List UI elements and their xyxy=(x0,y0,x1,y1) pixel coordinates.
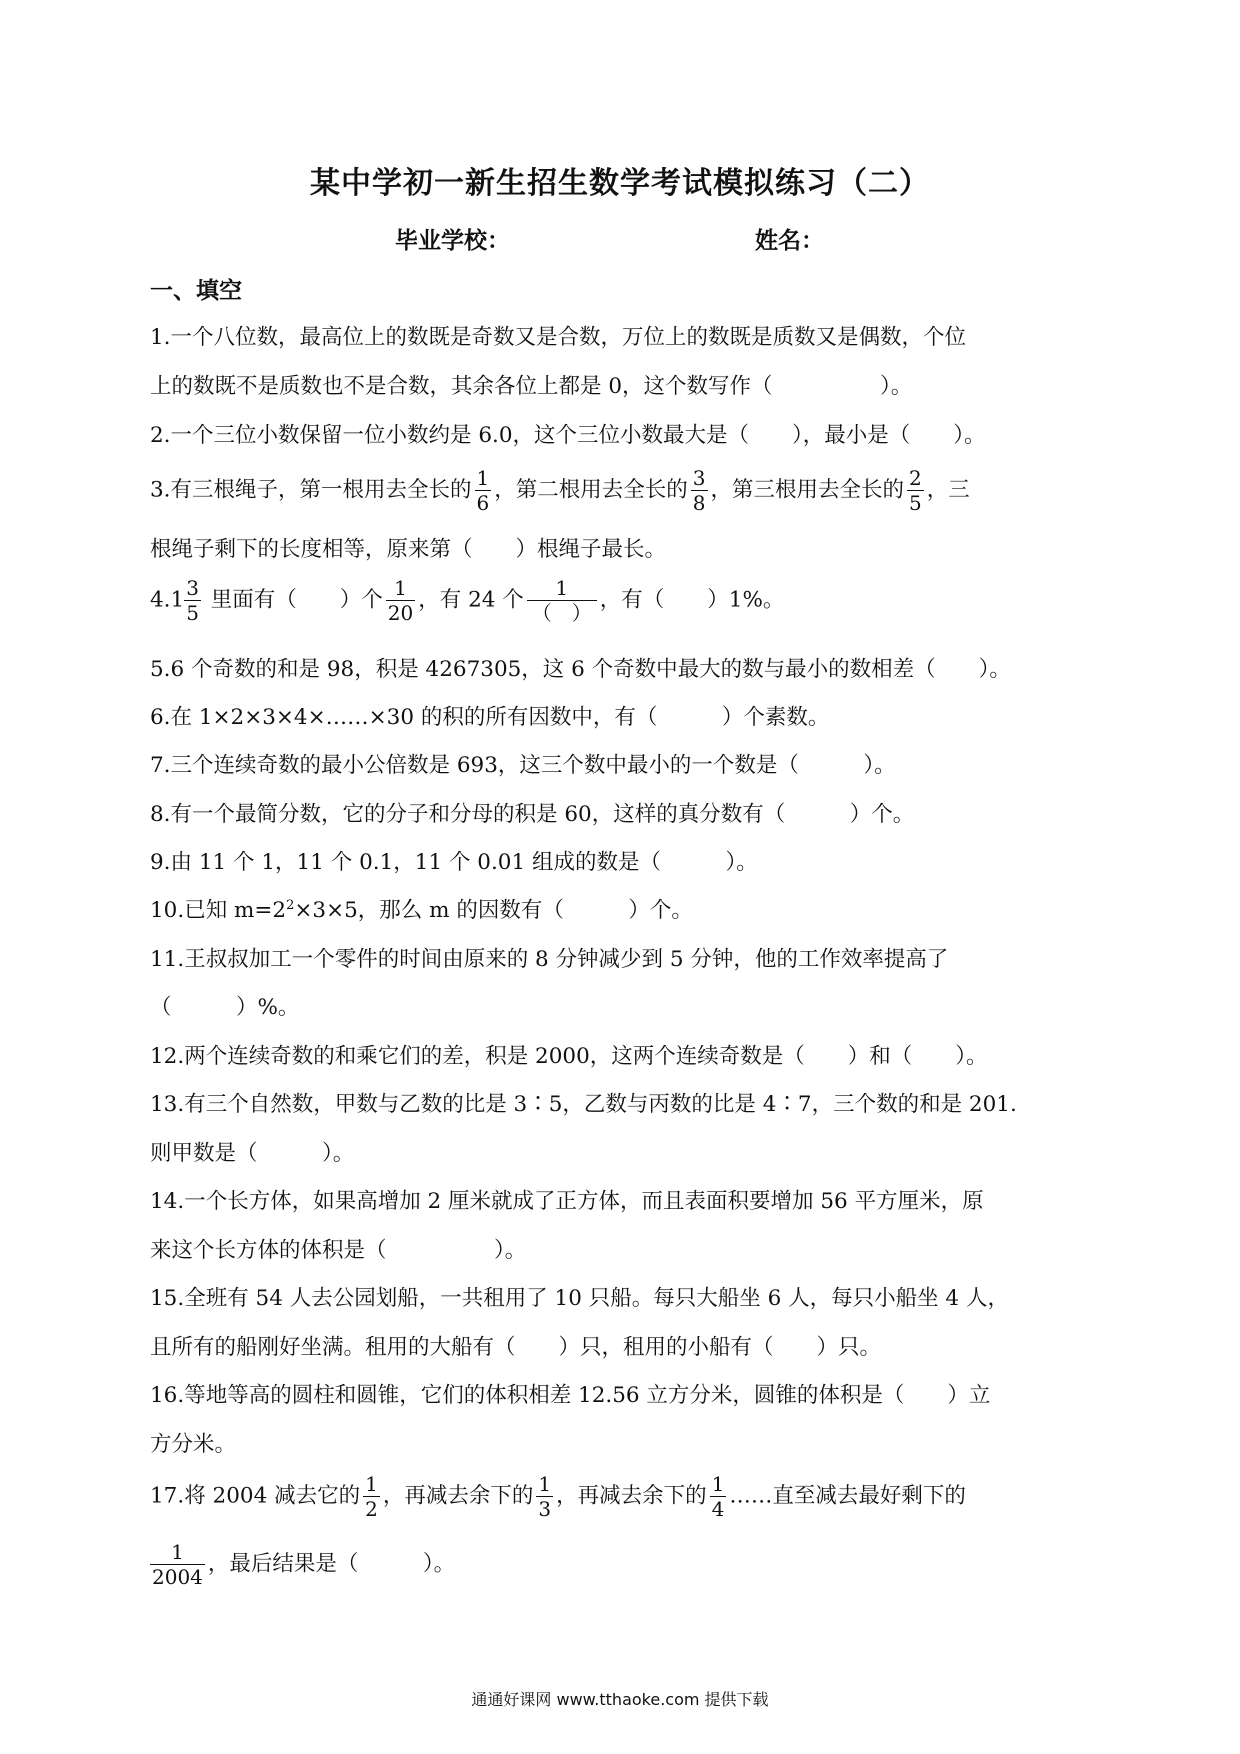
question-13-line-1: 13.有三个自然数，甲数与乙数的比是 3∶5，乙数与丙数的比是 4∶7，三个数的和是 201. xyxy=(150,1092,1017,1117)
numerator: 1 xyxy=(711,1472,725,1496)
question-8: 8.有一个最简分数，它的分子和分母的积是 60，这样的真分数有（ ）个。 xyxy=(150,802,915,827)
question-3-text-b: ，第二根用去全长的 xyxy=(494,477,688,503)
fraction xyxy=(363,1472,380,1521)
denominator: 5 xyxy=(186,601,199,625)
question-3-text-d: ，三 xyxy=(926,477,970,503)
denominator: 6 xyxy=(476,491,490,515)
question-17-text-c: ，再减去余下的 xyxy=(556,1483,707,1509)
question-4-text-b: 里面有（ ）个 xyxy=(203,587,383,613)
denominator: 2004 xyxy=(152,1565,203,1589)
question-4-text-c: ，有 24 个 xyxy=(418,587,524,613)
numerator: 1 xyxy=(538,1472,552,1496)
denominator: （ ） xyxy=(531,601,592,625)
question-7: 7.三个连续奇数的最小公倍数是 693，这三个数中最小的一个数是（ ）。 xyxy=(150,753,896,778)
numerator: 2 xyxy=(909,466,922,490)
question-2: 2.一个三位小数保留一位小数约是 6.0，这个三位小数最大是（ ），最小是（ ）。 xyxy=(150,423,986,448)
question-3-line-2: 根绳子剩下的长度相等，原来第（ ）根绳子最长。 xyxy=(150,537,667,562)
page-title: 某中学初一新生招生数学考试模拟练习（二） xyxy=(310,166,930,201)
question-10-text-b: ×3×5，那么 m 的因数有（ ）个。 xyxy=(294,898,693,923)
question-14-line-2: 来这个长方体的体积是（ ）。 xyxy=(150,1238,527,1263)
fraction xyxy=(386,576,415,625)
name-label: 姓名： xyxy=(755,228,824,254)
denominator: 5 xyxy=(909,491,922,515)
numerator: 1 xyxy=(527,576,597,601)
question-17-text-b: ，再减去余下的 xyxy=(382,1483,534,1509)
question-12: 12.两个连续奇数的和乘它们的差，积是 2000，这两个连续奇数是（ ）和（ ）。 xyxy=(150,1044,988,1069)
question-3-text-a: 3.有三根绳子，第一根用去全长的 xyxy=(150,477,472,503)
question-11-line-1: 11.王叔叔加工一个零件的时间由原来的 8 分钟减少到 5 分钟，他的工作效率提高了 xyxy=(150,947,949,972)
school-label: 毕业学校： xyxy=(395,228,510,254)
question-1-line-2: 上的数既不是质数也不是合数，其余各位上都是 0，这个数写作（ ）。 xyxy=(150,374,913,399)
question-1-line-1: 1.一个八位数，最高位上的数既是奇数又是合数，万位上的数既是质数又是偶数，个位 xyxy=(150,325,967,350)
fraction xyxy=(907,466,924,515)
numerator: 1 xyxy=(476,466,490,490)
mixed-fraction xyxy=(184,576,201,625)
question-17-line-2 xyxy=(150,1540,455,1589)
footer-credit: 通通好课网 www.tthaoke.com 提供下载 xyxy=(471,1690,769,1709)
fraction xyxy=(536,1472,553,1521)
question-16-line-2: 方分米。 xyxy=(150,1432,237,1457)
question-4-text-a: 4.1 xyxy=(150,587,185,613)
question-4 xyxy=(150,576,784,625)
fraction xyxy=(527,576,597,625)
question-9: 9.由 11 个 1，11 个 0.1，11 个 0.01 组成的数是（ ）。 xyxy=(150,850,758,875)
question-10-text-a: 10.已知 m=2 xyxy=(150,898,287,923)
question-15-line-1: 15.全班有 54 人去公园划船，一共租用了 10 只船。每只大船坐 6 人，每只小船坐 4 人， xyxy=(150,1286,1009,1311)
denominator: 4 xyxy=(711,1497,725,1521)
question-17-text-e: ，最后结果是（ ）。 xyxy=(207,1551,456,1577)
exponent: 2 xyxy=(286,897,295,913)
question-6: 6.在 1×2×3×4×……×30 的积的所有因数中，有（ ）个素数。 xyxy=(150,705,830,730)
denominator: 2 xyxy=(365,1497,378,1521)
question-14-line-1: 14.一个长方体，如果高增加 2 厘米就成了正方体，而且表面积要增加 56 平方厘米，原 xyxy=(150,1189,984,1214)
denominator: 20 xyxy=(387,601,414,625)
question-15-line-2: 且所有的船刚好坐满。租用的大船有（ ）只，租用的小船有（ ）只。 xyxy=(150,1335,882,1360)
fraction xyxy=(691,466,708,515)
question-17-text-d: ……直至减去最好剩下的 xyxy=(729,1483,966,1509)
question-3-text-c: ，第三根用去全长的 xyxy=(710,477,905,503)
question-4-text-d: ，有（ ）1%。 xyxy=(599,587,785,613)
denominator: 3 xyxy=(538,1497,552,1521)
numerator: 3 xyxy=(692,466,706,490)
question-11-line-2: （ ）%。 xyxy=(150,995,300,1020)
question-5: 5.6 个奇数的和是 98，积是 4267305，这 6 个奇数中最大的数与最小的数相差（ ）。 xyxy=(150,657,1011,682)
question-17-text-a: 17.将 2004 减去它的 xyxy=(150,1483,361,1509)
numerator: 1 xyxy=(150,1540,205,1565)
question-3-line-1 xyxy=(150,466,970,515)
fraction xyxy=(710,1472,727,1521)
fraction xyxy=(150,1540,205,1589)
question-10 xyxy=(150,893,693,924)
fraction xyxy=(475,466,492,515)
question-13-line-2: 则甲数是（ ）。 xyxy=(150,1141,355,1166)
section-heading: 一、填空 xyxy=(150,278,242,304)
numerator: 3 xyxy=(186,576,199,600)
question-17-line-1 xyxy=(150,1472,966,1521)
numerator: 1 xyxy=(365,1472,378,1496)
denominator: 8 xyxy=(692,491,706,515)
question-16-line-1: 16.等地等高的圆柱和圆锥，它们的体积相差 12.56 立方分米，圆锥的体积是（ ）立 xyxy=(150,1383,991,1408)
numerator: 1 xyxy=(386,576,415,601)
